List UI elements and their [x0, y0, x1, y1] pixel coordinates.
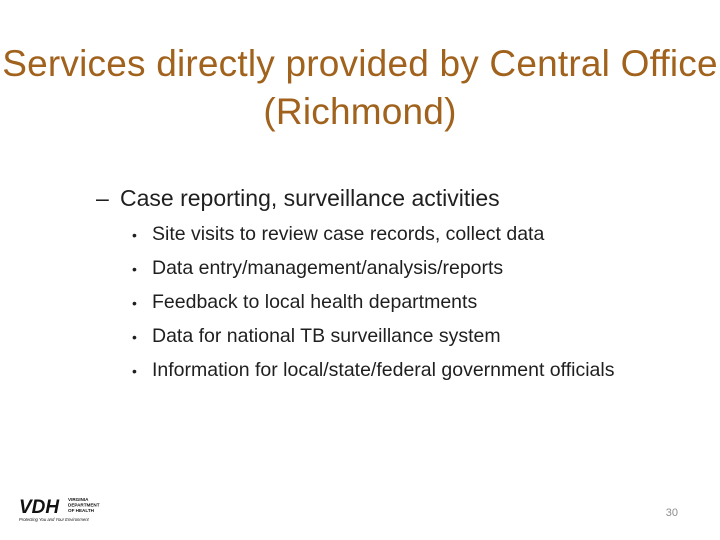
- bullet-item: [132, 356, 656, 386]
- logo-line-1: VIRGINIA: [68, 497, 89, 502]
- bullet-list: [96, 220, 656, 386]
- slide-title: [0, 40, 720, 136]
- bullet-item: [132, 288, 656, 318]
- bullet-text: Site visits to review case records, collect data: [152, 223, 545, 245]
- logo-line-3: OF HEALTH: [68, 508, 94, 513]
- bullet-marker: •: [132, 227, 137, 243]
- logo-line-2: DEPARTMENT: [68, 502, 100, 508]
- logo-tagline: Protecting You and Your Environment: [19, 517, 89, 522]
- title-line-1: Services directly provided by Central Office: [2, 43, 718, 84]
- bullet-marker: •: [132, 295, 137, 311]
- title-line-2: (Richmond): [263, 91, 457, 132]
- bullet-text: Data for national TB surveillance system: [152, 325, 501, 347]
- bullet-marker: •: [132, 329, 137, 345]
- bullet-item: [132, 254, 656, 284]
- bullet-marker: •: [132, 261, 137, 277]
- bullet-text: Feedback to local health departments: [152, 291, 478, 313]
- vdh-logo: [18, 494, 106, 524]
- bullet-text: Information for local/state/federal government officials: [152, 359, 615, 381]
- bullet-item: [132, 322, 656, 352]
- bullet-text: Data entry/management/analysis/reports: [152, 257, 504, 279]
- bullet-marker: •: [132, 363, 137, 379]
- slide-content: [96, 182, 656, 390]
- bullet-item: [132, 220, 656, 250]
- logo-wordmark: VDH: [19, 497, 60, 518]
- level1-item: [96, 182, 656, 214]
- page-number: 30: [665, 507, 678, 519]
- level1-text: Case reporting, surveillance activities: [120, 185, 500, 211]
- dash-marker: –: [96, 185, 109, 211]
